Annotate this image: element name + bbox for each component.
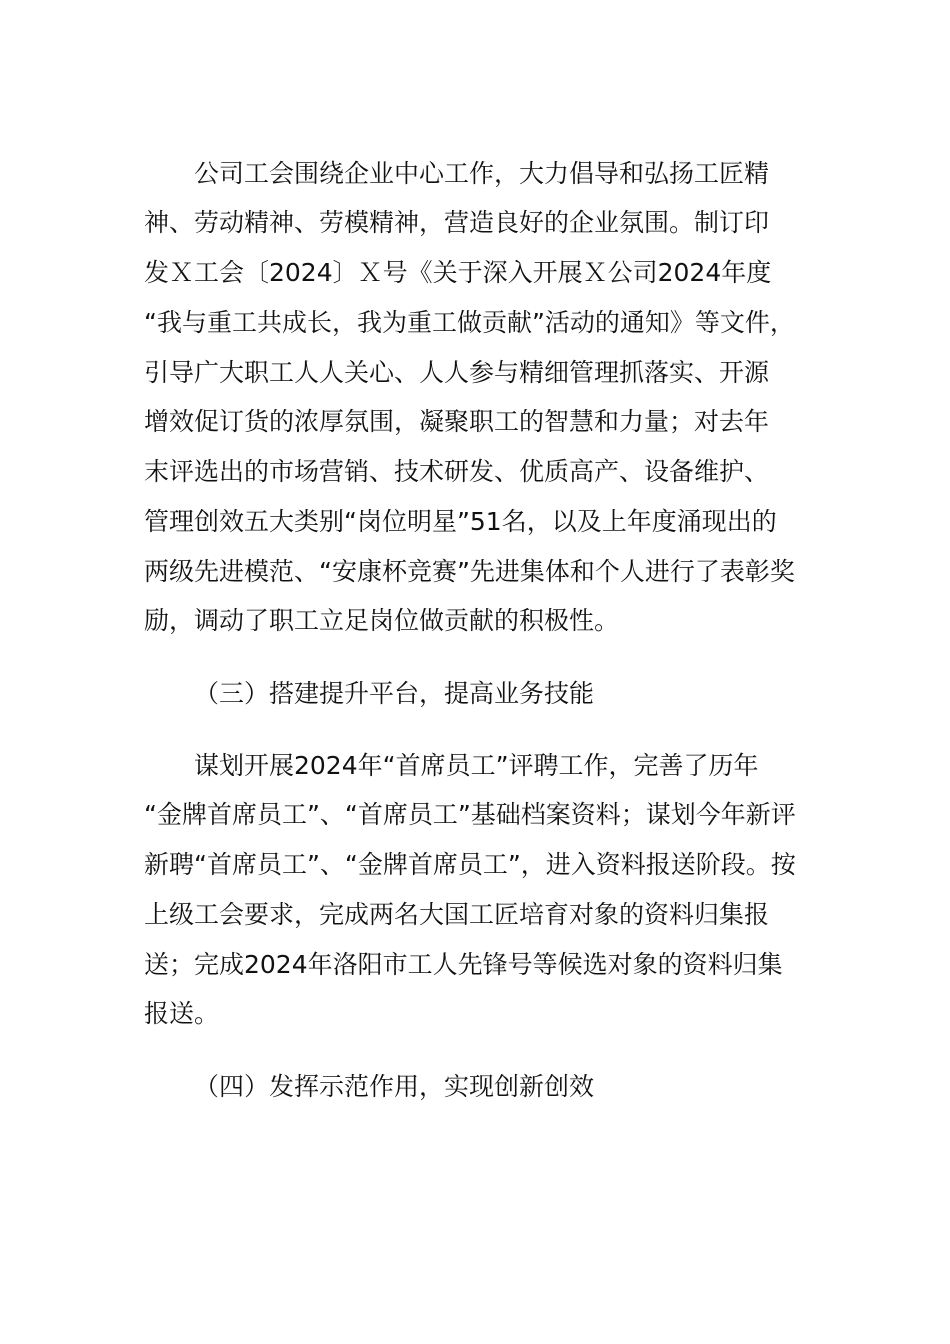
paragraph-line: 送；完成2024年洛阳市工人先锋号等候选对象的资料归集: [144, 950, 783, 979]
paragraph-line: 报送。: [144, 999, 220, 1028]
paragraph-line: 上级工会要求，完成两名大国工匠培育对象的资料归集报: [144, 900, 770, 929]
paragraph-line: 励，调动了职工立足岗位做贡献的积极性。: [144, 606, 620, 635]
paragraph-line: 发Ｘ工会〔2024〕Ｘ号《关于深入开展Ｘ公司2024年度: [144, 258, 772, 287]
paragraph-line: 末评选出的市场营销、技术研发、优质高产、设备维护、: [144, 457, 770, 486]
paragraph-line: 两级先进模范、“安康杯竞赛”先进集体和个人进行了表彰奖: [144, 557, 795, 586]
section-heading-4: （四）发挥示范作用，实现创新创效: [194, 1072, 595, 1101]
section-heading-3: （三）搭建提升平台，提高业务技能: [194, 679, 595, 708]
paragraph-line: 公司工会围绕企业中心工作，大力倡导和弘扬工匠精: [194, 159, 770, 188]
paragraph-line: “金牌首席员工”、“首席员工”基础档案资料；谋划今年新评: [144, 800, 796, 829]
paragraph-line: 新聘“首席员工”、“金牌首席员工”，进入资料报送阶段。按: [144, 850, 796, 879]
paragraph-line: 管理创效五大类别“岗位明星”51名，以及上年度涌现出的: [144, 507, 777, 536]
paragraph-line: 增效促订货的浓厚氛围，凝聚职工的智慧和力量；对去年: [144, 407, 770, 436]
paragraph-line: 谋划开展2024年“首席员工”评聘工作，完善了历年: [194, 751, 759, 780]
paragraph-line: “我与重工共成长，我为重工做贡献”活动的通知》等文件，: [144, 308, 795, 337]
paragraph-line: 引导广大职工人人关心、人人参与精细管理抓落实、开源: [144, 358, 770, 387]
paragraph-line: 神、劳动精神、劳模精神，营造良好的企业氛围。制订印: [144, 208, 770, 237]
